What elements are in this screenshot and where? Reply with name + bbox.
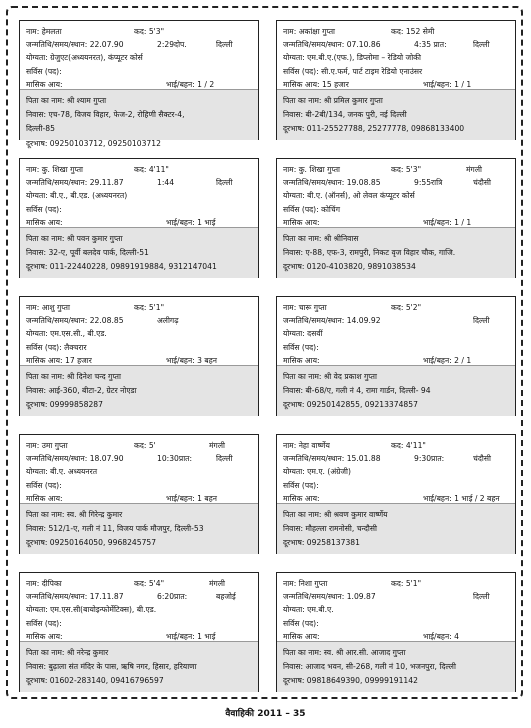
phone: दूरभाष: 0120-4103820, 9891038534 xyxy=(283,262,416,272)
family-details xyxy=(277,641,515,692)
birth-time: 6:20प्रात: xyxy=(157,592,188,602)
siblings: भाई/बहन: 2 / 1 xyxy=(423,355,472,365)
profile-card xyxy=(276,296,516,416)
profile-details xyxy=(20,159,258,227)
address: निवास: बी-2बी/134, जनक पुरी, नई दिल्ली xyxy=(283,110,407,120)
profile-details xyxy=(20,297,258,365)
education: योग्यता: एम.बी.ए. xyxy=(283,605,334,615)
birth-date: जन्मतिथि/समय/स्थान: 22.08.85 xyxy=(26,316,124,326)
occupation: सर्विस (पद): xyxy=(26,618,62,628)
birth-place: दिल्ली xyxy=(473,592,490,602)
monthly-income: मासिक आय: xyxy=(283,355,320,365)
family-details xyxy=(20,365,258,416)
education: योग्यता: एम.ए. (अंग्रेजी) xyxy=(283,467,351,477)
address: निवास: आई-360, बीटा-2, ग्रेटर नोएडा xyxy=(26,386,137,396)
monthly-income: मासिक आय: xyxy=(26,79,63,89)
height: कद: 5'2" xyxy=(391,303,422,312)
birth-place: दिल्ली xyxy=(473,316,490,326)
address: निवास: आजाद भवन, सी-268, गली नं 10, भजनपुरा, दिल्ली xyxy=(283,662,456,672)
father-name: पिता का नाम: श्री श्याम गुप्ता xyxy=(26,96,107,105)
birth-time: 1:44 xyxy=(157,178,175,188)
address: निवास: 512/1-ए, गली नं 11, विजय पार्क मौजपुर, दिल्ली-53 xyxy=(26,524,204,534)
bride-name: नाम: नेहा वार्ष्णेय xyxy=(283,441,330,450)
manglik-status: मंगली xyxy=(209,579,225,588)
phone: दूरभाष: 01602-283140, 09416796597 xyxy=(26,676,164,686)
father-name: पिता का नाम: स्व. श्री गिरेन्द्र कुमार xyxy=(26,510,123,519)
bride-name: नाम: आशु गुप्ता xyxy=(26,303,70,312)
bride-name: नाम: उमा गुप्ता xyxy=(26,441,68,450)
bride-name: नाम: कु. शिखा गुप्ता xyxy=(26,165,83,174)
father-name: पिता का नाम: श्री श्रीनिवास xyxy=(283,234,359,243)
education: योग्यता: एम.एस.सी., बी.एड. xyxy=(26,329,107,339)
birth-place: दिल्ली xyxy=(473,40,490,50)
phone: दूरभाष: 09250142855, 09213374857 xyxy=(283,400,418,410)
height: कद: 152 सेमी xyxy=(391,27,435,36)
monthly-income: मासिक आय: xyxy=(26,493,63,503)
siblings: भाई/बहन: 1 भाई xyxy=(166,631,216,641)
page-border xyxy=(6,6,523,699)
birth-place: चंदौसी xyxy=(473,178,491,188)
phone: दूरभाष: 011-22440228, 09891919884, 9312147041 xyxy=(26,262,217,272)
monthly-income: मासिक आय: xyxy=(283,493,320,503)
birth-date: जन्मतिथि/समय/स्थान: 17.11.87 xyxy=(26,592,124,602)
siblings: भाई/बहन: 1 / 2 xyxy=(166,79,215,89)
birth-date: जन्मतिथि/समय/स्थान: 1.09.87 xyxy=(283,592,376,602)
education: योग्यता: दसवीं xyxy=(283,329,323,339)
father-name: पिता का नाम: श्री पवन कुमार गुप्ता xyxy=(26,234,123,243)
bride-name: नाम: हेमलता xyxy=(26,27,62,36)
address: निवास: बुढ़ाला संत मंदिर के पास, ऋषि नगर, हिसार, हरियाणा xyxy=(26,662,197,672)
siblings: भाई/बहन: 3 बहन xyxy=(166,355,217,365)
siblings: भाई/बहन: 1 बहन xyxy=(166,493,217,503)
siblings: भाई/बहन: 1 भाई xyxy=(166,217,216,227)
birth-time: 2:29दोप. xyxy=(157,40,187,50)
phone: दूरभाष: 09818649390, 09999191142 xyxy=(283,676,418,686)
birth-date: जन्मतिथि/समय/स्थान: 29.11.87 xyxy=(26,178,124,188)
occupation: सर्विस (पद): xyxy=(26,204,62,214)
birth-date: जन्मतिथि/समय/स्थान: 07.10.86 xyxy=(283,40,381,50)
siblings: भाई/बहन: 1 / 1 xyxy=(423,217,472,227)
bride-name: नाम: चारू गुप्ता xyxy=(283,303,327,312)
father-name: पिता का नाम: स्व. श्री आर.सी. आजाद गुप्ता xyxy=(283,648,406,657)
occupation: सर्विस (पद): कोचिंग xyxy=(283,204,340,214)
height: कद: 4'11" xyxy=(391,441,426,450)
father-name: पिता का नाम: श्री नरेन्द्र कुमार xyxy=(26,648,109,657)
birth-date: जन्मतिथि/समय/स्थान: 19.08.85 xyxy=(283,178,381,188)
father-name: पिता का नाम: श्री वेद प्रकाश गुप्ता xyxy=(283,372,377,381)
profile-details xyxy=(20,21,258,89)
birth-date: जन्मतिथि/समय/स्थान: 15.01.88 xyxy=(283,454,381,464)
education: योग्यता: बी.ए., बी.एड. (अध्ययनरत) xyxy=(26,191,128,201)
education: योग्यता: एम.बी.ए.(एफ.), डिप्लोमा – रेडियो जोकी xyxy=(283,53,421,63)
height: कद: 5'1" xyxy=(391,579,422,588)
siblings: भाई/बहन: 4 xyxy=(423,631,459,641)
occupation: सर्विस (पद): xyxy=(26,480,62,490)
occupation: सर्विस (पद): xyxy=(283,342,319,352)
siblings: भाई/बहन: 1 भाई / 2 बहन xyxy=(423,493,500,503)
monthly-income: मासिक आय: xyxy=(283,631,320,641)
father-name: पिता का नाम: श्री दिनेश चन्द गुप्ता xyxy=(26,372,121,381)
monthly-income: मासिक आय: 17 हजार xyxy=(26,355,92,365)
father-name: पिता का नाम: श्री श्रवण कुमार वार्ष्णेय xyxy=(283,510,388,519)
family-details xyxy=(20,227,258,278)
education: योग्यता: बी.ए. (ऑनर्स), ओ लेवल कंप्यूटर कोर्स xyxy=(283,191,415,201)
birth-time: 4:35 प्रात: xyxy=(414,40,447,50)
address: निवास: 32-ए, पूर्वी बलदेव पार्क, दिल्ली-51 xyxy=(26,248,149,258)
phone: दूरभाष: 09250103712, 09250103712 xyxy=(26,138,161,148)
birth-time: 9:30प्रात: xyxy=(414,454,445,464)
profile-card xyxy=(19,20,259,148)
address-line2: दिल्ली-85 xyxy=(26,124,55,134)
birth-place: बहजोई xyxy=(216,592,236,602)
birth-date: जन्मतिथि/समय/स्थान: 14.09.92 xyxy=(283,316,381,326)
monthly-income: मासिक आय: xyxy=(26,217,63,227)
family-details xyxy=(277,365,515,416)
profile-card xyxy=(276,572,516,692)
height: कद: 5'3" xyxy=(134,27,165,36)
height: कद: 5' xyxy=(134,441,156,450)
birth-place: चंदौसी xyxy=(473,454,491,464)
education: योग्यता: एम.एस.सी(बायोइन्फोर्मेटिक्स), बी.एड. xyxy=(26,605,157,615)
profile-card xyxy=(276,20,516,140)
profile-details xyxy=(277,573,515,641)
family-details xyxy=(20,641,258,692)
education: योग्यता: ग्रेजुएट(अध्ययनरत), कंप्यूटर कोर्स xyxy=(26,53,143,63)
profile-details xyxy=(277,297,515,365)
profile-details xyxy=(20,573,258,641)
birth-time: 10:30प्रात: xyxy=(157,454,193,464)
birth-place: दिल्ली xyxy=(216,40,233,50)
height: कद: 4'11" xyxy=(134,165,169,174)
phone: दूरभाष: 09250164050, 9968245757 xyxy=(26,538,157,548)
address: निवास: बी-68/ए, गली नं 4, रामा गार्डन, दिल्ली- 94 xyxy=(283,386,431,396)
height: कद: 5'3" xyxy=(391,165,422,174)
profile-details xyxy=(277,21,515,89)
father-name: पिता का नाम: श्री प्रमिल कुमार गुप्ता xyxy=(283,96,383,105)
birth-place: दिल्ली xyxy=(216,178,233,188)
birth-time: 9:55रात्रि xyxy=(414,178,443,188)
bride-name: नाम: अकांक्षा गुप्ता xyxy=(283,27,336,36)
profile-card xyxy=(276,158,516,278)
phone: दूरभाष: 09258137381 xyxy=(283,538,360,548)
address: निवास: मौहल्ला रामनोसी, चन्दौसी xyxy=(283,524,377,534)
family-details xyxy=(277,227,515,278)
profile-details xyxy=(277,435,515,503)
monthly-income: मासिक आय: 15 हजार xyxy=(283,79,349,89)
siblings: भाई/बहन: 1 / 1 xyxy=(423,79,472,89)
family-details xyxy=(277,503,515,554)
monthly-income: मासिक आय: xyxy=(283,217,320,227)
manglik-status: मंगली xyxy=(466,165,482,174)
address: निवास: एच-78, विजय विहार, फेज-2, रोहिणी सैक्टर-4, xyxy=(26,110,185,120)
birth-time: अलीगढ़ xyxy=(157,316,179,326)
occupation: सर्विस (पद): xyxy=(283,480,319,490)
bride-name: नाम: निशा गुप्ता xyxy=(283,579,328,588)
education: योग्यता: बी.ए. अध्ययनरत xyxy=(26,467,98,477)
page-footer: वैवाहिकी 2011 – 35 xyxy=(225,709,306,719)
phone: दूरभाष: 09999858287 xyxy=(26,400,103,410)
monthly-income: मासिक आय: xyxy=(26,631,63,641)
birth-date: जन्मतिथि/समय/स्थान: 22.07.90 xyxy=(26,40,124,50)
profile-grid xyxy=(19,20,516,693)
profile-details xyxy=(20,435,258,503)
phone: दूरभाष: 011-25527788, 25277778, 09868133400 xyxy=(283,124,465,134)
occupation: सर्विस (पद): सी.ए.फर्म, पार्ट टाइम रेडियो एनाउंसर xyxy=(283,66,423,76)
profile-card xyxy=(19,296,259,416)
family-details xyxy=(277,89,515,140)
occupation: सर्विस (पद): xyxy=(283,618,319,628)
profile-card xyxy=(276,434,516,554)
height: कद: 5'4" xyxy=(134,579,165,588)
manglik-status: मंगली xyxy=(209,441,225,450)
profile-card xyxy=(19,434,259,554)
profile-card xyxy=(19,572,259,692)
occupation: सर्विस (पद): लैक्चरार xyxy=(26,342,87,352)
profile-details xyxy=(277,159,515,227)
birth-place: दिल्ली xyxy=(216,454,233,464)
bride-name: नाम: दीपिका xyxy=(26,579,62,588)
family-details xyxy=(20,89,258,148)
bride-name: नाम: कु. शिखा गुप्ता xyxy=(283,165,340,174)
height: कद: 5'1" xyxy=(134,303,165,312)
occupation: सर्विस (पद): xyxy=(26,66,62,76)
family-details xyxy=(20,503,258,554)
birth-date: जन्मतिथि/समय/स्थान: 18.07.90 xyxy=(26,454,124,464)
profile-card xyxy=(19,158,259,278)
address: निवास: ए-88, एफ-3, रामपुरी, निकट वृज विहार चौक, गाजि. xyxy=(283,248,456,258)
